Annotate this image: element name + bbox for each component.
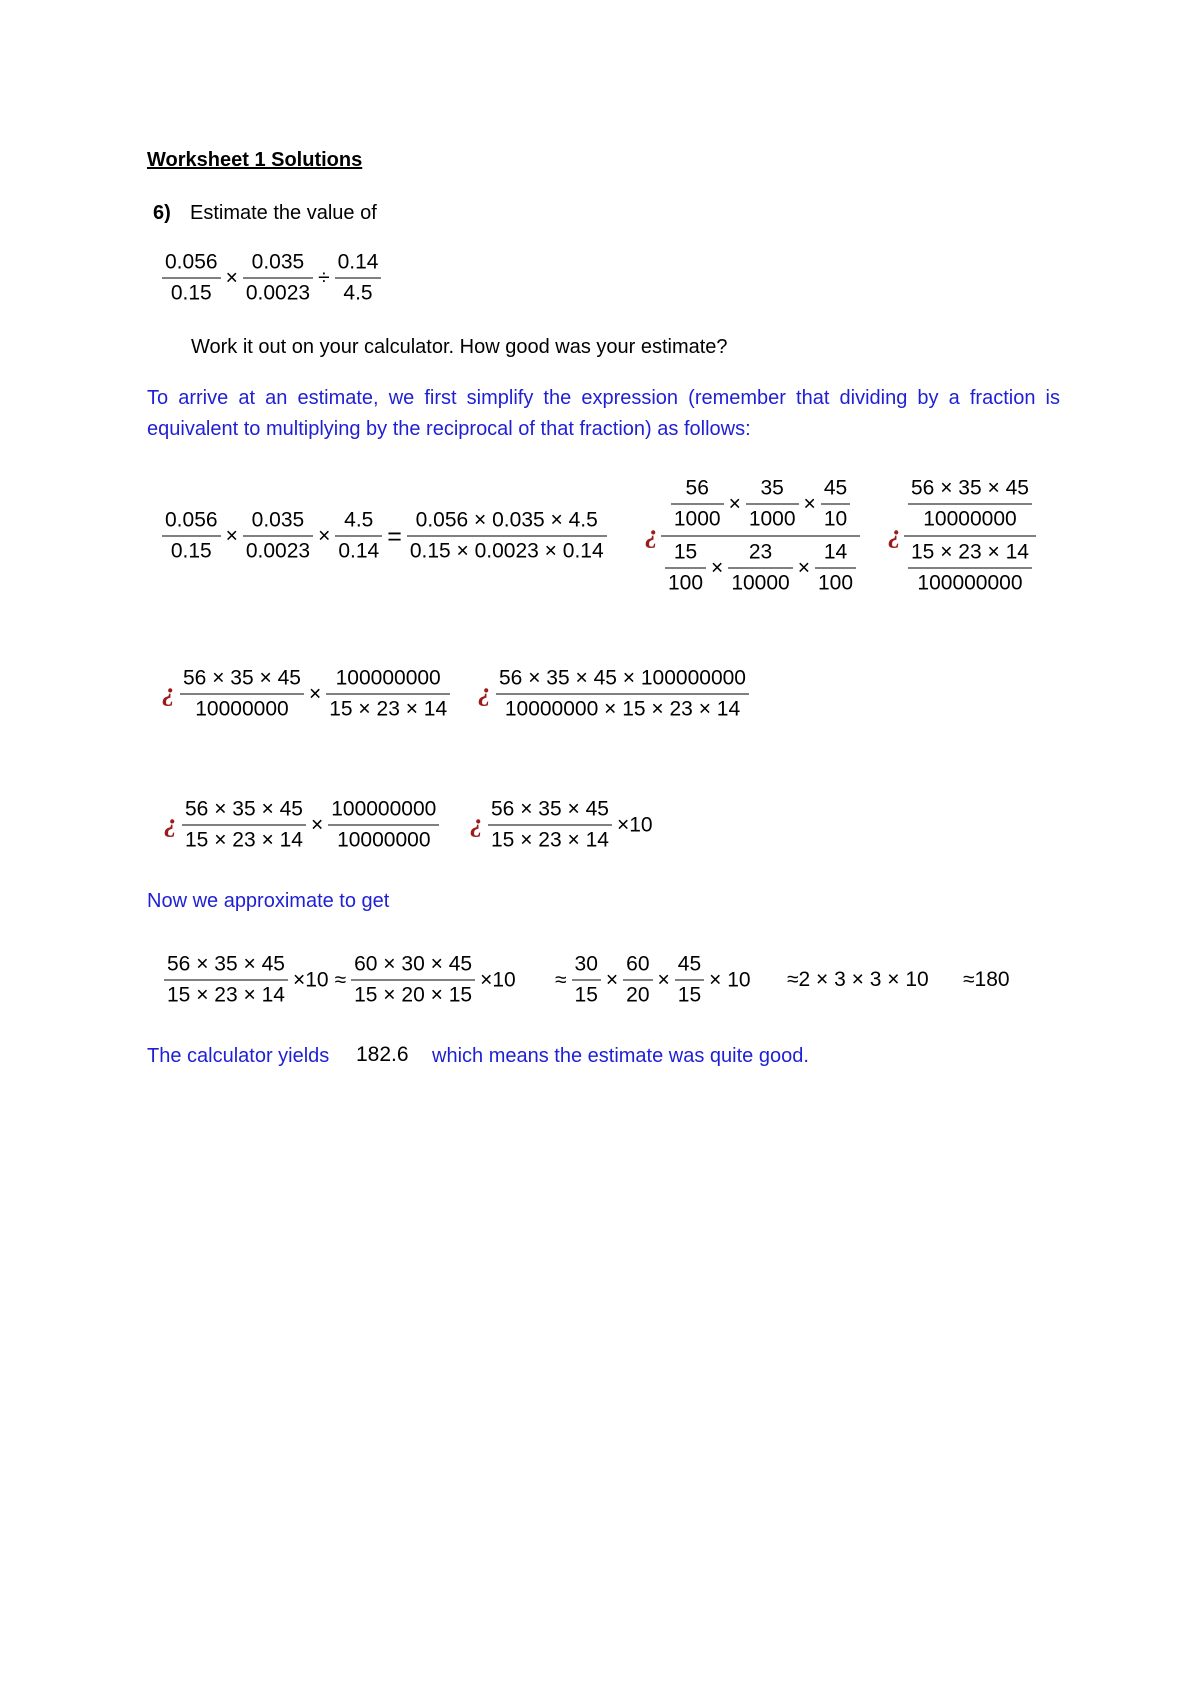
- numerator: 56 × 35 × 45: [182, 797, 306, 826]
- numerator: 100000000: [328, 797, 439, 826]
- times-ten: ×10: [480, 968, 516, 991]
- fraction: [164, 952, 288, 1009]
- fraction: [335, 508, 382, 565]
- fraction: [665, 540, 706, 597]
- times-sign: ×: [225, 266, 238, 289]
- complex-denominator: [904, 537, 1036, 597]
- fraction: [746, 476, 799, 533]
- denominator: 10000000: [923, 507, 1017, 531]
- numerator: 60: [623, 952, 652, 981]
- fraction: [675, 952, 704, 1009]
- solution-intro-line-2: equivalent to multiplying by the reciprocal of that fraction) as follows:: [147, 418, 751, 440]
- fraction: [908, 476, 1032, 533]
- numerator: 4.5: [335, 508, 382, 537]
- fraction: [671, 476, 724, 533]
- numerator: 60 × 30 × 45: [351, 952, 475, 981]
- solution-intro-line-1: To arrive at an estimate, we first simplify the expression (remember that dividing by a fraction is: [147, 387, 1060, 409]
- approx-product: ≈2 × 3 × 3 × 10: [787, 968, 929, 991]
- approx-sign: ≈: [334, 968, 347, 991]
- times-sign: ×: [225, 524, 238, 547]
- times-sign: ×: [605, 968, 619, 991]
- denominator: 0.15: [170, 539, 212, 563]
- complex-numerator: [904, 476, 1036, 537]
- times-sign: ×: [310, 813, 324, 836]
- approx3-expression: [784, 967, 932, 993]
- approx-result: ≈180: [963, 968, 1010, 991]
- complex-denominator: [661, 537, 860, 597]
- step2-expression: [645, 476, 860, 597]
- question-instruction: Work it out on your calculator. How good was your estimate?: [191, 336, 728, 358]
- equivalence-symbol: ¿: [478, 677, 491, 706]
- times-ten: ×10: [616, 813, 653, 836]
- denominator: 100: [817, 571, 854, 595]
- step5-expression: [478, 666, 751, 723]
- numerator: 0.056: [162, 250, 221, 279]
- times-sign: ×: [657, 968, 670, 991]
- fraction: [328, 797, 439, 854]
- step7-expression: [470, 797, 656, 854]
- denominator: 100: [668, 571, 704, 595]
- denominator: 1000: [673, 507, 721, 531]
- numerator: 100000000: [326, 666, 450, 695]
- worksheet-title: Worksheet 1 Solutions: [147, 149, 363, 171]
- denominator: 4.5: [343, 281, 373, 305]
- fraction: [243, 508, 313, 565]
- approx-sign: ≈: [555, 968, 567, 991]
- fraction: [162, 250, 221, 307]
- fraction: [572, 952, 601, 1009]
- denominator: 100000000: [917, 571, 1023, 595]
- denominator: 0.15: [170, 281, 212, 305]
- fraction: [407, 508, 607, 565]
- denominator: 15 × 20 × 15: [354, 983, 473, 1007]
- fraction: [908, 540, 1032, 597]
- times-sign: ×: [318, 524, 331, 547]
- times-sign: ×: [308, 682, 322, 705]
- question-prompt: Estimate the value of: [190, 202, 377, 224]
- numerator: 14: [815, 540, 856, 569]
- equivalence-symbol: ¿: [470, 808, 483, 837]
- numerator: 56: [671, 476, 724, 505]
- numerator: 0.035: [243, 508, 313, 537]
- problem-expression: [160, 250, 383, 307]
- numerator: 0.14: [335, 250, 382, 279]
- denominator: 15 × 23 × 14: [491, 828, 609, 852]
- complex-numerator: [661, 476, 860, 537]
- fraction: [351, 952, 475, 1009]
- complex-fraction: [661, 476, 860, 597]
- denominator: 15: [574, 983, 598, 1007]
- denominator: 0.0023: [245, 281, 311, 305]
- times-ten: ×10: [292, 968, 329, 991]
- step3-expression: [888, 476, 1036, 597]
- approximation-intro: Now we approximate to get: [147, 890, 390, 912]
- fraction: [496, 666, 749, 723]
- fraction: [488, 797, 612, 854]
- conclusion-text-before: The calculator yields: [147, 1045, 330, 1067]
- step1-expression: [160, 508, 609, 565]
- approx4-expression: [960, 967, 1013, 993]
- times-sign: ×: [803, 492, 816, 515]
- approx2-expression: [552, 952, 754, 1009]
- numerator: 35: [746, 476, 799, 505]
- fraction: [821, 476, 850, 533]
- fraction: [815, 540, 856, 597]
- times-sign: ×: [728, 492, 741, 515]
- denominator: 15 × 23 × 14: [167, 983, 285, 1007]
- numerator: 15 × 23 × 14: [908, 540, 1032, 569]
- equivalence-symbol: ¿: [888, 519, 901, 548]
- question-number: 6): [153, 202, 171, 224]
- fraction: [335, 250, 382, 307]
- approx1-expression: [162, 952, 519, 1009]
- numerator: 23: [728, 540, 792, 569]
- equivalence-symbol: ¿: [164, 808, 177, 837]
- denominator: 0.14: [338, 539, 380, 563]
- numerator: 56 × 35 × 45: [488, 797, 612, 826]
- numerator: 0.035: [243, 250, 313, 279]
- fraction: [162, 508, 221, 565]
- denominator: 15 × 23 × 14: [185, 828, 303, 852]
- step6-expression: [164, 797, 441, 854]
- denominator: 20: [626, 983, 650, 1007]
- conclusion-text-after: which means the estimate was quite good.: [432, 1045, 809, 1067]
- numerator: 0.056: [162, 508, 221, 537]
- complex-fraction: [904, 476, 1036, 597]
- fraction: [243, 250, 313, 307]
- fraction: [180, 666, 304, 723]
- numerator: 0.056 × 0.035 × 4.5: [407, 508, 607, 537]
- fraction: [326, 666, 450, 723]
- fraction: [728, 540, 792, 597]
- denominator: 10000000: [337, 828, 431, 852]
- divide-sign: ÷: [318, 266, 330, 289]
- denominator: 0.0023: [245, 539, 311, 563]
- denominator: 15: [677, 983, 702, 1007]
- denominator: 15 × 23 × 14: [329, 697, 448, 721]
- equals-sign: =: [387, 522, 402, 550]
- numerator: 56 × 35 × 45: [180, 666, 304, 695]
- numerator: 56 × 35 × 45 × 100000000: [496, 666, 749, 695]
- denominator: 10: [823, 507, 848, 531]
- fraction: [623, 952, 652, 1009]
- denominator: 1000: [748, 507, 796, 531]
- calculator-value: 182.6: [356, 1043, 409, 1066]
- numerator: 56 × 35 × 45: [164, 952, 288, 981]
- times-sign: ×: [711, 556, 724, 579]
- equivalence-symbol: ¿: [162, 677, 175, 706]
- denominator: 10000: [731, 571, 790, 595]
- numerator: 56 × 35 × 45: [908, 476, 1032, 505]
- equivalence-symbol: ¿: [645, 519, 658, 548]
- times-sign: ×: [797, 556, 810, 579]
- denominator: 10000000 × 15 × 23 × 14: [504, 697, 741, 721]
- numerator: 30: [572, 952, 601, 981]
- fraction: [182, 797, 306, 854]
- denominator: 10000000: [195, 697, 289, 721]
- denominator: 0.15 × 0.0023 × 0.14: [409, 539, 604, 563]
- numerator: 45: [821, 476, 850, 505]
- numerator: 15: [665, 540, 706, 569]
- step4-expression: [162, 666, 452, 723]
- numerator: 45: [675, 952, 704, 981]
- times-ten: × 10: [709, 968, 751, 991]
